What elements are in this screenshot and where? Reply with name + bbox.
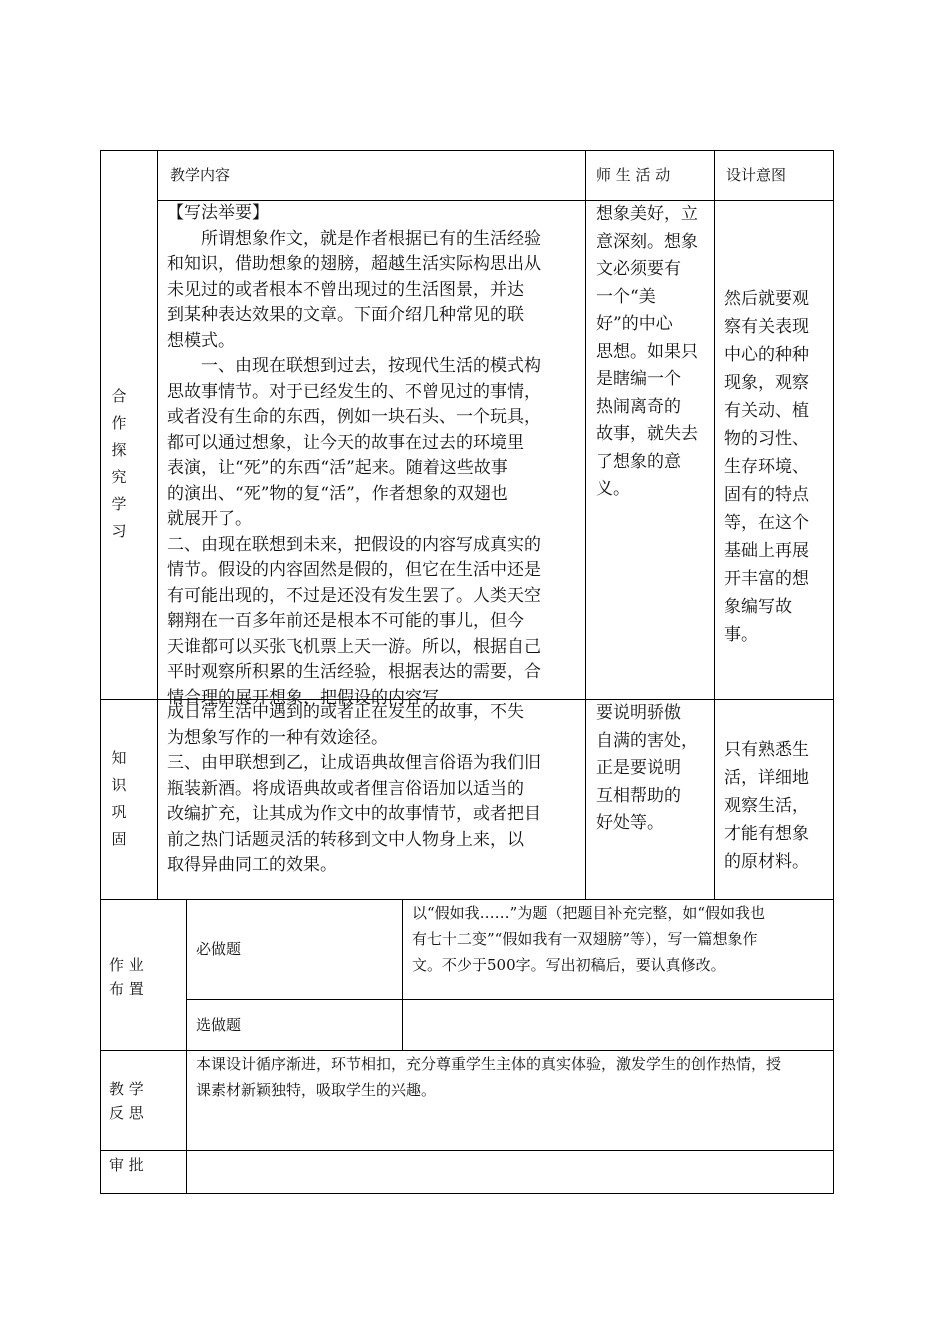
- reflection-line: 课素材新颖独特，吸取学生的兴趣。: [196, 1081, 437, 1099]
- upper-label-divider: [157, 150, 158, 899]
- coop-intent-line: 象编写故: [724, 597, 792, 617]
- approval-label: 审 批: [109, 1156, 144, 1174]
- coop-intent-line: 开丰富的想: [724, 569, 809, 589]
- coop-content-line: 都可以通过想象，让今天的故事在过去的环境里: [167, 432, 524, 453]
- reflection-content: [196, 1051, 826, 1103]
- coop-content-line: 一、由现在联想到过去，按现代生活的模式构: [167, 356, 541, 376]
- coop-content-line: 平时观察所积累的生活经验，根据表达的需要，合: [167, 662, 541, 682]
- knowledge-content-cell: [167, 700, 577, 879]
- coop-activity-cell: [596, 201, 706, 504]
- upper-activity-divider: [714, 150, 715, 899]
- coop-activity-line: 想象美好，立: [596, 204, 698, 224]
- knowledge-intent-line: 只有熟悉生: [724, 740, 809, 760]
- coop-activity-line: 意深刻。想象: [596, 231, 698, 252]
- coop-activity-line: 义。: [596, 479, 630, 499]
- knowledge-intent-line: 活，详细地: [724, 768, 809, 788]
- coop-activity-line: 文必须要有: [596, 259, 681, 279]
- coop-content-line: 翱翔在一百多年前还是根本不可能的事儿，但今: [167, 611, 524, 631]
- coop-content-line: 思故事情节。对于已经发生的、不曾见过的事情，: [167, 381, 541, 402]
- coop-content-line: 情合理的展开想象，把假设的内容写: [167, 687, 439, 708]
- knowledge-content-line: 成日常生活中遇到的或者正在发生的故事，不失: [167, 702, 524, 722]
- knowledge-section-label: [108, 745, 130, 853]
- coop-content-line: 所谓想象作文，就是作者根据已有的生活经验: [167, 228, 541, 249]
- reflection-label-line2: 反 思: [109, 1104, 144, 1122]
- coop-content-line: 二、由现在联想到未来，把假设的内容写成真实的: [167, 534, 541, 555]
- coop-content-line: 情节。假设的内容固然是假的，但它在生活中还是: [167, 560, 541, 580]
- coop-content-line: 就展开了。: [167, 509, 252, 529]
- coop-intent-line: 生存环境、: [724, 457, 809, 477]
- coop-activity-line: 一个“美: [596, 286, 656, 307]
- coop-content-line: 和知识，借助想象的翅膀，超越生活实际构思出从: [167, 254, 541, 274]
- coop-intent-line: 然后就要观: [724, 289, 809, 309]
- knowledge-activity-cell: [596, 700, 706, 838]
- header-content-label: 教学内容: [170, 166, 231, 184]
- coop-activity-line: 热闹离奇的: [596, 396, 681, 417]
- coop-label-text: 合作探究学习: [111, 387, 127, 540]
- coop-content-line: 天谁都可以买张飞机票上天一游。所以，根据自己: [167, 636, 541, 657]
- knowledge-intent-cell: [724, 736, 825, 876]
- knowledge-intent-line: 的原材料。: [724, 852, 809, 872]
- knowledge-activity-line: 自满的害处，: [596, 730, 698, 751]
- required-task-line: 以“假如我……”为题（把题目补充完整，如“假如我也: [412, 904, 766, 922]
- header-activity-label: 师 生 活 动: [596, 166, 671, 184]
- coop-intent-line: 基础上再展: [724, 541, 809, 561]
- coop-content-cell: [167, 201, 577, 711]
- header-intent-label: 设计意图: [726, 166, 787, 184]
- reflection-approval-divider: [100, 1150, 834, 1151]
- coop-intent-line: 察有关表现: [724, 317, 809, 337]
- required-task-line: 文。不少于500字。写出初稿后，要认真修改。: [412, 956, 726, 974]
- knowledge-activity-line: 要说明骄傲: [596, 703, 681, 723]
- table-bottom-border: [100, 1193, 834, 1194]
- coop-intent-line: 固有的特点: [724, 485, 809, 505]
- knowledge-content-line: 前之热门话题灵活的转移到文中人物身上来，以: [167, 829, 524, 850]
- coop-content-line: 或者没有生命的东西，例如一块石头、一个玩具，: [167, 407, 541, 427]
- knowledge-content-line: 改编扩充，让其成为作文中的故事情节，或者把目: [167, 804, 541, 824]
- homework-label-line1: 作 业: [109, 956, 144, 974]
- coop-intent-line: 中心的种种: [724, 345, 809, 365]
- coop-content-line: 表演，让“死”的东西“活”起来。随着这些故事: [167, 458, 508, 478]
- coop-content-line: 的演出、“死”物的复“活”，作者想象的双翅也: [167, 483, 508, 504]
- knowledge-content-line: 取得异曲同工的效果。: [167, 855, 337, 875]
- knowledge-label-text: 知识巩固: [111, 749, 127, 848]
- coop-intent-line: 有关动、植: [724, 401, 809, 421]
- homework-content-divider: [402, 899, 403, 1050]
- required-task-label: 必做题: [196, 940, 242, 958]
- knowledge-content-line: 三、由甲联想到乙，让成语典故俚言俗语为我们旧: [167, 753, 541, 773]
- coop-content-line: 到某种表达效果的文章。下面介绍几种常见的联: [167, 305, 524, 325]
- knowledge-intent-line: 才能有想象: [724, 824, 809, 844]
- knowledge-content-line: 瓶装新酒。将成语典故或者俚言俗语加以适当的: [167, 778, 524, 799]
- homework-row-divider: [186, 999, 834, 1000]
- coop-activity-line: 思想。如果只: [596, 341, 698, 362]
- required-task-line: 有七十二变”“假如我有一双翅膀”等），写一篇想象作: [412, 930, 758, 948]
- coop-activity-line: 好”的中心: [596, 314, 673, 334]
- coop-content-line: 有可能出现的，不过是还没有发生罢了。人类天空: [167, 585, 541, 606]
- homework-label-line2: 布 置: [109, 980, 144, 998]
- table-left-border: [100, 150, 101, 1194]
- coop-activity-line: 了想象的意: [596, 451, 681, 472]
- coop-intent-cell: [724, 285, 825, 649]
- coop-intent-line: 等，在这个: [724, 513, 809, 533]
- upper-content-divider: [585, 150, 586, 899]
- coop-intent-line: 事。: [724, 625, 758, 645]
- knowledge-activity-line: 互相帮助的: [596, 785, 681, 806]
- coop-activity-line: 是瞎编一个: [596, 369, 681, 389]
- coop-content-line: 想模式。: [167, 330, 235, 351]
- knowledge-intent-line: 观察生活，: [724, 796, 809, 816]
- reflection-label-line1: 教 学: [109, 1080, 144, 1098]
- table-top-border: [100, 150, 834, 151]
- coop-intent-line: 现象，观察: [724, 373, 809, 393]
- table-right-border: [833, 150, 834, 1194]
- knowledge-content-line: 为想象写作的一种有效途径。: [167, 727, 388, 748]
- coop-content-line: 【写法举要】: [167, 203, 269, 223]
- knowledge-activity-line: 好处等。: [596, 813, 664, 833]
- coop-activity-line: 故事，就失去: [596, 424, 698, 444]
- coop-intent-line: 物的习性、: [724, 429, 809, 449]
- knowledge-activity-line: 正是要说明: [596, 758, 681, 778]
- optional-task-label: 选做题: [196, 1016, 242, 1034]
- reflection-line: 本课设计循序渐进，环节相扣，充分尊重学生主体的真实体验，激发学生的创作热情，授: [196, 1055, 782, 1073]
- coop-section-label: [108, 356, 130, 572]
- coop-content-line: 未见过的或者根本不曾出现过的生活图景，并达: [167, 279, 524, 300]
- required-task-content: [412, 900, 826, 978]
